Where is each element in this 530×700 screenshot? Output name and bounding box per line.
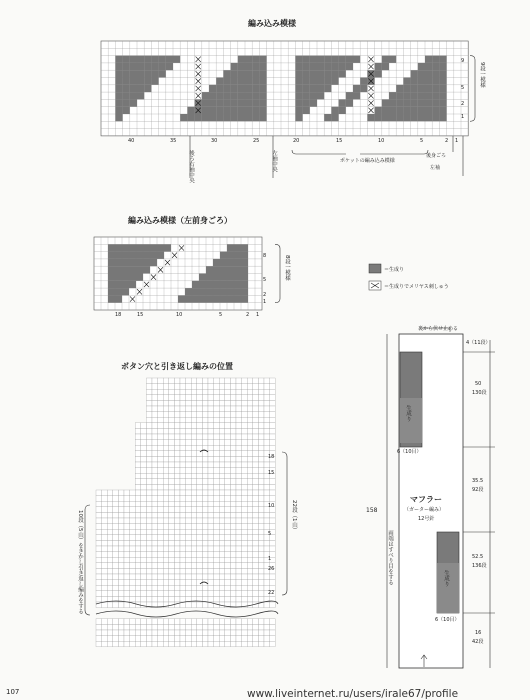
chart2-tick-18: 18 <box>115 312 122 318</box>
scarf-title: マフラー <box>410 495 442 504</box>
chart2-row-2: 2 <box>263 292 267 298</box>
legend-item1: ＝生成り <box>384 267 405 273</box>
chart2-title: 編み込み模様（左前身ごろ） <box>128 216 232 225</box>
chart1-row-5: 5 <box>461 85 465 91</box>
chart1-tick-25: 25 <box>253 138 260 144</box>
chart1-tick-20: 20 <box>293 138 300 144</box>
scarf-top-note: 裏から伏せ止める <box>418 326 459 332</box>
scarf-total: 158 <box>366 507 378 514</box>
scarf-dim-4: 52.5 <box>472 554 484 560</box>
chart1-tick-5: 5 <box>420 138 424 144</box>
chart2-tick-5: 5 <box>219 312 223 318</box>
chart3-row-10: 10 <box>268 503 275 509</box>
chart1-row-2: 2 <box>461 101 465 107</box>
chart3-row-26: 26 <box>268 566 275 572</box>
chart2-tick-10: 10 <box>176 312 183 318</box>
chart1-row-1: 1 <box>461 114 465 120</box>
scarf-count1: 6（10目） <box>397 449 422 455</box>
chart1-tick-40: 40 <box>128 138 135 144</box>
scarf-dim-3: 92段 <box>472 487 484 493</box>
chart2-tick-15: 15 <box>137 312 144 318</box>
scarf-dim-0: 50 <box>475 381 482 387</box>
left-sleeve-note: 左袖 <box>430 165 441 171</box>
legend <box>369 264 381 290</box>
chart3-row-15: 15 <box>268 470 275 476</box>
chart1-tick-35: 35 <box>170 138 177 144</box>
chart3-left-note: 10段（5山）をきかし引き返し編みをする <box>77 510 83 614</box>
scarf-count2: 6（10目） <box>435 617 460 623</box>
scarf-color2: 生成り <box>443 570 449 587</box>
scarf-subtitle: （ガーター編み） <box>404 507 445 513</box>
chart1-row-9: 9 <box>461 58 465 64</box>
scarf-dim-5: 136段 <box>472 563 487 569</box>
back-body-note: 後身ごろ <box>426 153 447 159</box>
source-url: www.liveinternet.ru/users/irale67/profile <box>247 688 459 700</box>
chart2-row-1: 1 <box>263 299 267 305</box>
scarf-top-right: 4（11段） <box>466 340 491 346</box>
chart1-tick-2: 2 <box>445 138 449 144</box>
scarf-color1: 生成り <box>405 405 411 422</box>
chart1-tick-1: 1 <box>455 138 459 144</box>
chart3-row-1: 1 <box>268 556 272 562</box>
chart1-title: 編み込み模様 <box>248 19 296 28</box>
chart1-tick-30: 30 <box>211 138 218 144</box>
sleeve-center-note: 左袖中央 <box>271 150 277 172</box>
chart2-row-5: 5 <box>263 277 267 283</box>
chart1-repeat-label: 9段一模様 <box>479 62 485 88</box>
colorwork-chart-main <box>101 41 475 178</box>
scarf-dim-1: 130段 <box>472 390 487 396</box>
chart2-row-8: 8 <box>263 253 267 259</box>
chart3-row-18: 18 <box>268 454 275 460</box>
chart3-title: ボタン穴と引き返し編みの位置 <box>121 362 233 371</box>
scarf-dim-7: 42段 <box>472 639 484 645</box>
page-number: 107 <box>6 688 20 696</box>
back-center-note: 後ろ右袖中央 <box>188 150 194 183</box>
scarf-needle: 12号針 <box>418 516 435 522</box>
chart3-row-22: 22 <box>268 590 275 596</box>
legend-item2: ＝生成りでメリヤス刺しゅう <box>384 284 449 290</box>
pocket-note: ポケットの編み込み模様 <box>340 158 395 164</box>
chart1-tick-10: 10 <box>378 138 385 144</box>
chart2-tick-2: 2 <box>246 312 250 318</box>
chart3-right-note: 22段（1山） <box>291 500 297 533</box>
legend-solid-swatch <box>369 264 381 273</box>
chart1-tick-15: 15 <box>336 138 343 144</box>
chart2-tick-1: 1 <box>256 312 260 318</box>
colorwork-chart-left-front <box>94 237 280 310</box>
chart3-row-5: 5 <box>268 531 272 537</box>
chart2-repeat-label: 8段一模様 <box>284 255 290 281</box>
scarf-dim-6: 16 <box>475 630 482 636</box>
buttonhole-chart <box>85 378 287 647</box>
scarf-side-note: 両端はすべり目をする <box>387 530 393 585</box>
scarf-dim-2: 35.5 <box>472 478 484 484</box>
